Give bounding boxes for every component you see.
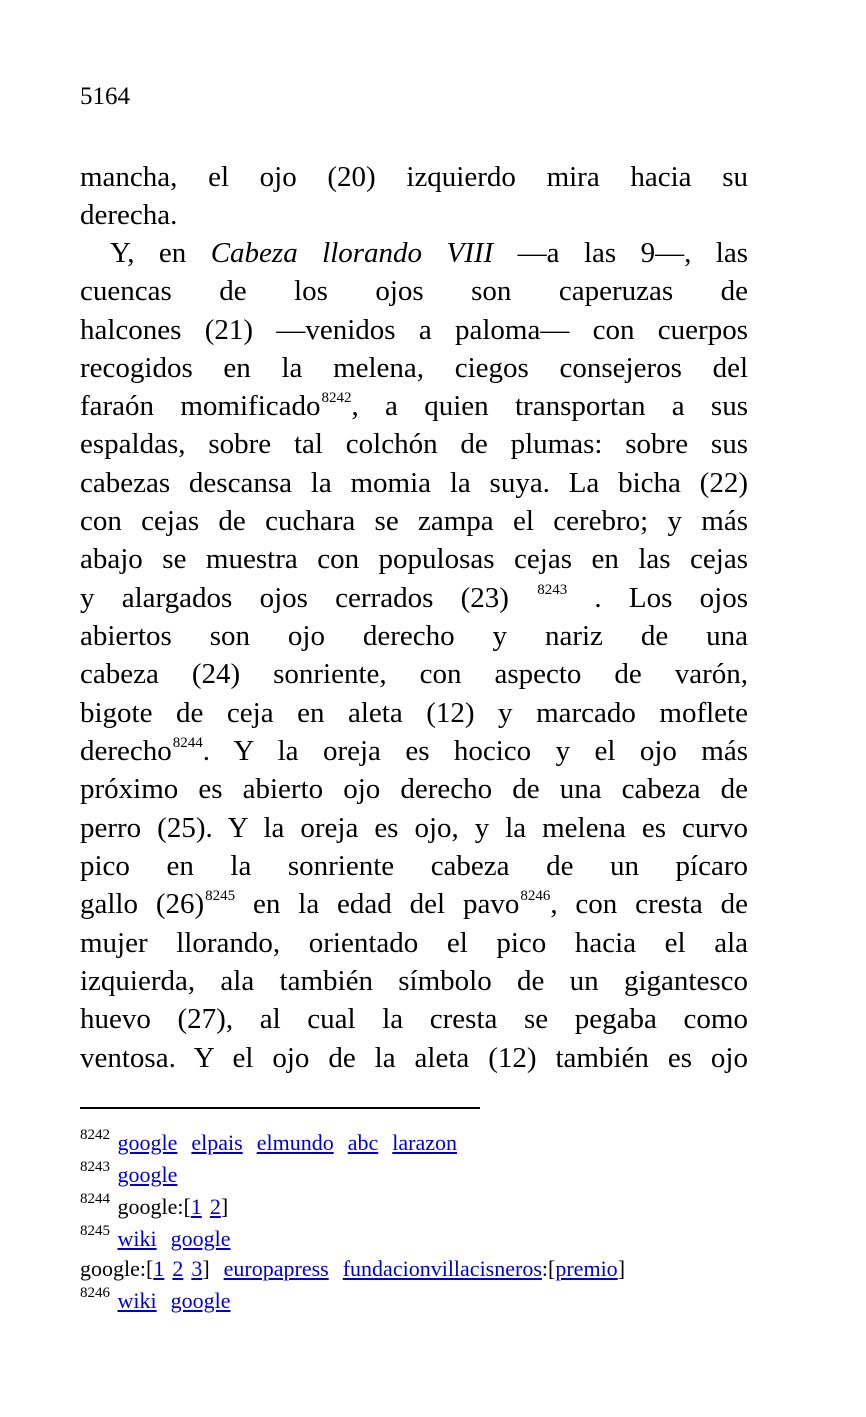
footnote-8245-continued [80,1256,625,1282]
body-line: bigote de ceja en aleta (12) y marcado moflete [80,697,748,729]
footnote-8243 [80,1159,178,1191]
artwork-title: Cabeza llorando VIII [210,237,494,269]
body-line: izquierda, ala también símbolo de un gigantesco [80,965,748,997]
footnote-number: 8242 [80,1127,110,1143]
footnote-link-fundacionvillacisneros[interactable]: fundacionvillacisneros [342,1256,542,1281]
footnote-separator [80,1107,480,1109]
footnote-link-1[interactable]: 1 [153,1256,165,1281]
footnote-link-google[interactable]: google [117,1162,178,1187]
body-line: pico en la sonriente cabeza de un pícaro [80,850,748,882]
text-span: , con cresta de [550,888,748,920]
footnote-link-elmundo[interactable]: elmundo [256,1130,334,1155]
text-span: . Los ojos [567,582,749,614]
footnote-text: google:[ [117,1194,191,1219]
footnote-text: ] [617,1256,626,1281]
body-line: cuencas de los ojos son caperuzas de [80,275,748,307]
body-line [80,579,748,617]
footnote-number: 8246 [80,1285,110,1301]
text-span: en la edad del pavo [235,888,520,920]
footnote-number: 8243 [80,1159,110,1175]
text-span: Y, en [110,237,211,269]
footnote-8246 [80,1285,231,1317]
page-number: 5164 [80,83,130,110]
footnote-text: :[ [541,1256,556,1281]
text-span: , a quien transportan a sus [351,390,749,422]
body-line: derecha. [80,199,178,231]
footnote-link-google[interactable]: google [170,1288,231,1313]
text-span: derecho [80,735,172,767]
footnote-text: ] [202,1256,210,1281]
body-line: cabezas descansa la momia la suya. La bicha (22) [80,467,748,499]
body-line: abiertos son ojo derecho y nariz de una [80,620,748,652]
footnote-ref: 8242 [321,390,352,406]
footnote-8242 [80,1127,457,1159]
body-line: cabeza (24) sonriente, con aspecto de varón, [80,658,748,690]
footnote-ref: 8245 [205,888,236,904]
body-line: con cejas de cuchara se zampa el cerebro; y más [80,505,748,537]
text-span: . Y la oreja es hocico y el ojo más [202,735,748,767]
body-line [80,732,748,770]
footnote-link-europapress[interactable]: europapress [223,1256,329,1281]
footnote-number: 8244 [80,1191,110,1207]
body-line: abajo se muestra con populosas cejas en las cejas [80,543,748,575]
body-line [110,234,748,272]
footnote-link-google[interactable]: google [117,1130,178,1155]
body-line: halcones (21) —venidos a paloma— con cuerpos [80,314,748,346]
text-span: gallo (26) [80,888,205,920]
footnote-link-wiki[interactable]: wiki [117,1288,157,1313]
text-span: faraón momificado [80,390,321,422]
footnote-link-3[interactable]: 3 [191,1256,203,1281]
footnote-link-premio[interactable]: premio [555,1256,618,1281]
body-line: huevo (27), al cual la cresta se pegaba como [80,1003,748,1035]
footnote-link-wiki[interactable]: wiki [117,1226,157,1251]
body-line: espaldas, sobre tal colchón de plumas: sobre sus [80,428,748,460]
footnote-link-2[interactable]: 2 [172,1256,184,1281]
footnote-link-google[interactable]: google [170,1226,231,1251]
footnote-8245 [80,1223,231,1255]
footnote-text: google:[ [80,1256,154,1281]
footnote-link-1[interactable]: 1 [190,1194,202,1219]
footnote-ref: 8244 [172,735,203,751]
body-line: perro (25). Y la oreja es ojo, y la melena es curvo [80,812,748,844]
text-span: y alargados ojos cerrados (23) [80,582,537,614]
footnote-text: ] [220,1194,229,1219]
body-line: recogidos en la melena, ciegos consejeros del [80,352,748,384]
body-line [80,885,748,923]
footnote-link-2[interactable]: 2 [209,1194,221,1219]
footnote-link-larazon[interactable]: larazon [392,1130,457,1155]
footnote-ref: 8243 [537,582,568,598]
body-line: mancha, el ojo (20) izquierdo mira hacia su [80,161,748,193]
footnote-link-elpais[interactable]: elpais [191,1130,243,1155]
footnote-8244 [80,1191,229,1223]
body-line: ventosa. Y el ojo de la aleta (12) también es ojo [80,1042,748,1074]
text-span: —a las 9—, las [493,237,748,269]
body-line: próximo es abierto ojo derecho de una cabeza de [80,773,748,805]
footnote-ref: 8246 [520,888,551,904]
body-line: mujer llorando, orientado el pico hacia el ala [80,927,748,959]
body-line [80,387,748,425]
footnote-link-abc[interactable]: abc [347,1130,379,1155]
footnote-number: 8245 [80,1223,110,1239]
